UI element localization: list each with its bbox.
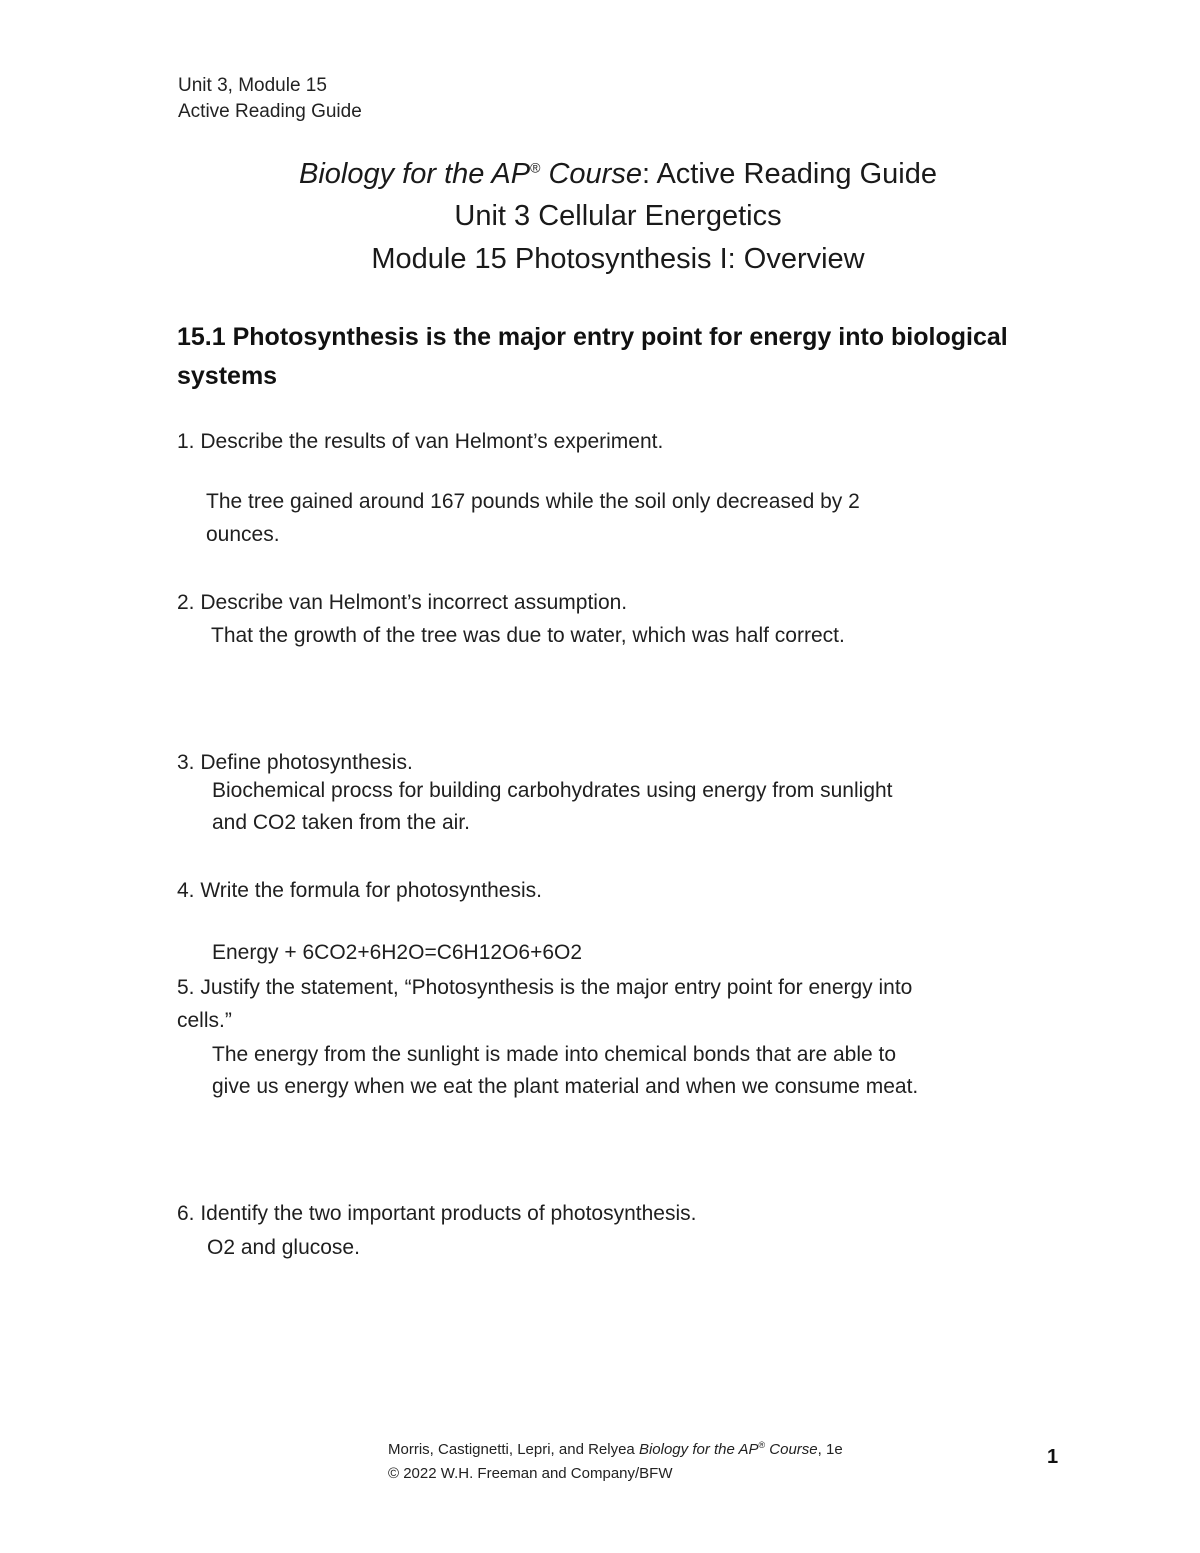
unit-title: Unit 3 Cellular Energetics	[454, 200, 782, 232]
footer-copyright: © 2022 W.H. Freeman and Company/BFW	[388, 1465, 673, 1482]
question-1-prompt: 1. Describe the results of van Helmont’s experiment.	[177, 430, 664, 453]
question-6-prompt: 6. Identify the two important products of photosynthesis.	[177, 1202, 697, 1225]
question-5-answer-line1: The energy from the sunlight is made into chemical bonds that are able to	[212, 1043, 897, 1066]
footer-registered-mark: ®	[758, 1440, 766, 1450]
question-2-answer: That the growth of the tree was due to water, which was half correct.	[211, 624, 845, 647]
section-heading-line1: 15.1 Photosynthesis is the major entry point for energy into biological	[177, 323, 1008, 351]
question-3-answer-line1: Biochemical procss for building carbohydrates using energy from sunlight	[212, 779, 893, 802]
title-suffix: : Active Reading Guide	[641, 158, 937, 190]
page-number: 1	[1047, 1446, 1059, 1468]
title-book-course: Course	[540, 158, 642, 190]
question-3-prompt: 3. Define photosynthesis.	[177, 751, 413, 774]
module-title: Module 15 Photosynthesis I: Overview	[371, 243, 865, 275]
title-book-name: Biology for the AP	[299, 158, 531, 190]
question-6-answer: O2 and glucose.	[207, 1236, 360, 1259]
question-5-answer-line2: give us energy when we eat the plant material and when we consume meat.	[212, 1075, 919, 1098]
question-1-answer-line1: The tree gained around 167 pounds while the soil only decreased by 2	[206, 490, 860, 513]
running-header-guide: Active Reading Guide	[178, 101, 362, 122]
question-5-prompt-line2: cells.”	[177, 1009, 232, 1032]
footer-book-course: Course	[765, 1441, 818, 1458]
footer-book-name: Biology for the AP	[638, 1441, 759, 1458]
question-3-answer-line2: and CO2 taken from the air.	[212, 811, 470, 834]
footer-authors: Morris, Castignetti, Lepri, and Relyea	[388, 1441, 639, 1458]
question-4-answer-formula: Energy + 6CO2+6H2O=C6H12O6+6O2	[212, 941, 583, 964]
question-5-prompt-line1: 5. Justify the statement, “Photosynthesis is the major entry point for energy into	[177, 976, 913, 999]
section-heading-line2: systems	[177, 362, 278, 390]
footer-citation	[388, 1441, 843, 1458]
footer-edition: , 1e	[817, 1441, 843, 1458]
document-title	[0, 158, 1200, 191]
question-1-answer-line2: ounces.	[206, 523, 280, 546]
question-4-prompt: 4. Write the formula for photosynthesis.	[177, 879, 542, 902]
question-2-prompt: 2. Describe van Helmont’s incorrect assumption.	[177, 591, 628, 614]
running-header-unit: Unit 3, Module 15	[178, 75, 327, 96]
title-registered-mark: ®	[530, 159, 541, 176]
